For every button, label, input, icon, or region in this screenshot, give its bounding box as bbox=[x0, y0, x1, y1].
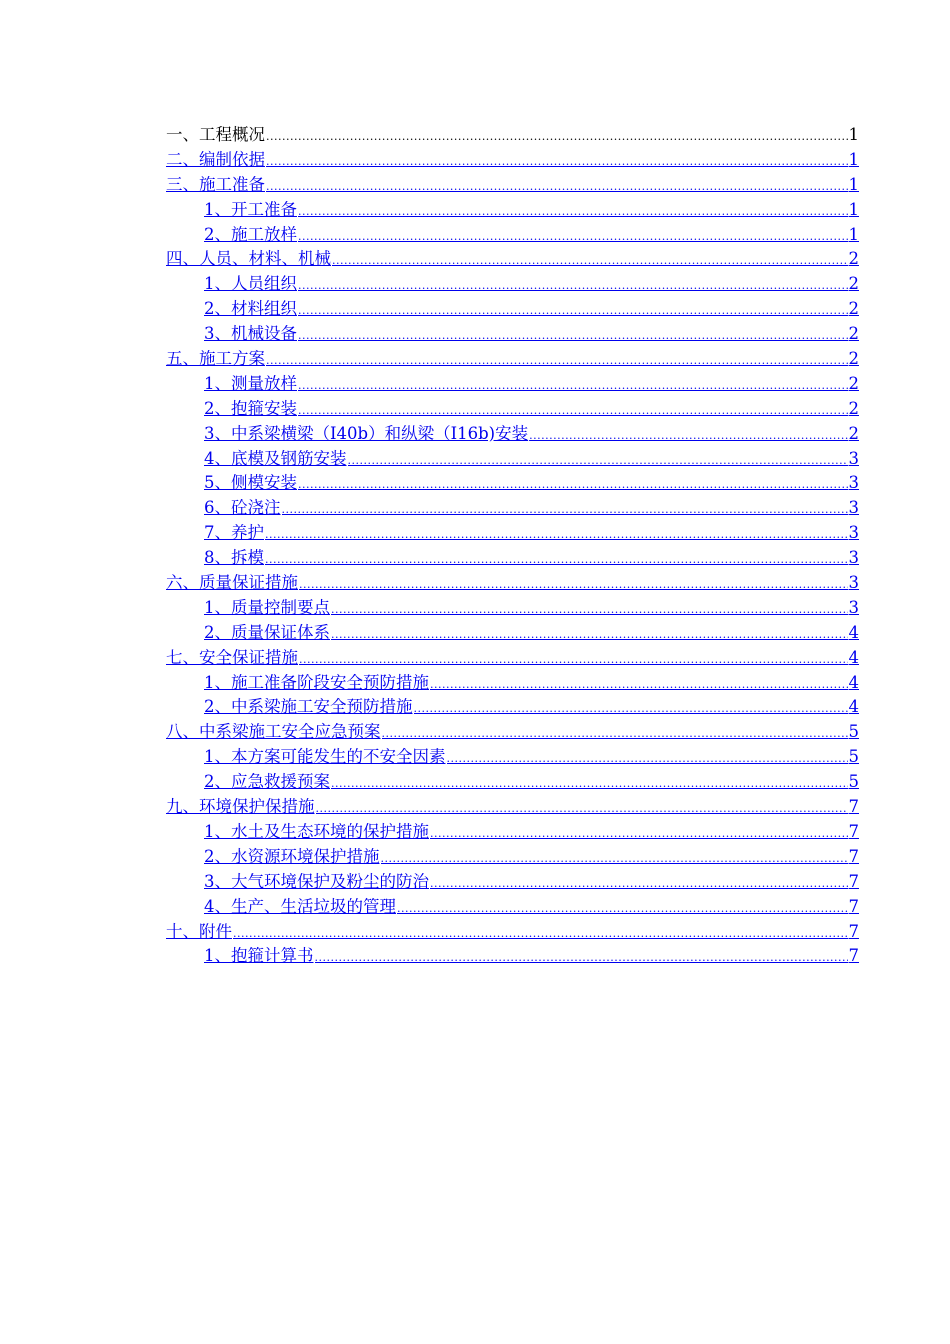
toc-entry-title: 1、质量控制要点 bbox=[204, 597, 330, 617]
toc-entry-title: 1、抱箍计算书 bbox=[204, 946, 314, 966]
toc-entry-page-number: 4 bbox=[848, 672, 859, 692]
toc-entry-title: 2、材料组织 bbox=[204, 299, 297, 319]
toc-entry[interactable] bbox=[166, 521, 859, 546]
toc-entry-title: 三、施工准备 bbox=[166, 174, 265, 194]
toc-entry-page-number: 1 bbox=[848, 149, 859, 169]
toc-entry[interactable] bbox=[166, 471, 859, 496]
toc-entry-page-number: 7 bbox=[848, 946, 859, 966]
toc-entry-title: 二、编制依据 bbox=[166, 149, 265, 169]
toc-entry-page-number: 5 bbox=[848, 747, 859, 767]
toc-dot-leader bbox=[266, 150, 848, 175]
toc-entry-title: 5、侧模安装 bbox=[204, 473, 297, 493]
toc-entry-title: 1、开工准备 bbox=[204, 199, 297, 219]
toc-entry[interactable] bbox=[166, 148, 859, 173]
toc-entry-page-number: 2 bbox=[848, 274, 859, 294]
toc-entry-page-number: 7 bbox=[848, 797, 859, 817]
toc-entry[interactable] bbox=[166, 447, 859, 472]
toc-entry-page-number: 7 bbox=[848, 821, 859, 841]
toc-entry-page-number: 7 bbox=[848, 871, 859, 891]
toc-entry-page-number: 1 bbox=[848, 125, 859, 144]
toc-entry[interactable] bbox=[166, 770, 859, 795]
toc-entry[interactable] bbox=[166, 621, 859, 646]
toc-entry-title: 四、人员、材料、机械 bbox=[166, 249, 331, 269]
toc-dot-leader bbox=[316, 797, 848, 822]
toc-entry-title: 八、中系梁施工安全应急预案 bbox=[166, 722, 381, 742]
toc-entry[interactable] bbox=[166, 646, 859, 671]
toc-dot-leader bbox=[348, 449, 848, 474]
toc-entry[interactable] bbox=[166, 198, 859, 223]
toc-entry bbox=[166, 123, 859, 148]
toc-dot-leader bbox=[266, 125, 848, 150]
toc-entry-title: 1、本方案可能发生的不安全因素 bbox=[204, 747, 446, 767]
toc-entry[interactable] bbox=[166, 173, 859, 198]
toc-dot-leader bbox=[266, 349, 848, 374]
toc-entry-title: 6、砼浇注 bbox=[204, 498, 281, 518]
toc-entry[interactable] bbox=[166, 496, 859, 521]
toc-entry-page-number: 2 bbox=[848, 423, 859, 443]
toc-entry[interactable] bbox=[166, 571, 859, 596]
toc-entry-page-number: 2 bbox=[848, 373, 859, 393]
toc-entry[interactable] bbox=[166, 870, 859, 895]
toc-entry-title: 七、安全保证措施 bbox=[166, 647, 298, 667]
toc-dot-leader bbox=[382, 722, 848, 747]
toc-dot-leader bbox=[299, 648, 848, 673]
toc-dot-leader bbox=[529, 424, 847, 449]
toc-entry[interactable] bbox=[166, 720, 859, 745]
toc-dot-leader bbox=[266, 175, 848, 200]
toc-entry-page-number: 2 bbox=[848, 299, 859, 319]
toc-entry-page-number: 5 bbox=[848, 772, 859, 792]
toc-entry[interactable] bbox=[166, 695, 859, 720]
toc-entry-page-number: 1 bbox=[848, 174, 859, 194]
toc-dot-leader bbox=[331, 623, 848, 648]
toc-entry[interactable] bbox=[166, 247, 859, 272]
toc-entry-title: 1、测量放样 bbox=[204, 373, 297, 393]
toc-entry-title: 1、水土及生态环境的保护措施 bbox=[204, 821, 429, 841]
toc-dot-leader bbox=[299, 573, 848, 598]
toc-entry[interactable] bbox=[166, 845, 859, 870]
toc-dot-leader bbox=[414, 697, 848, 722]
toc-entry-page-number: 3 bbox=[848, 597, 859, 617]
toc-dot-leader bbox=[233, 922, 848, 947]
toc-entry[interactable] bbox=[166, 372, 859, 397]
toc-entry[interactable] bbox=[166, 920, 859, 945]
toc-entry-page-number: 2 bbox=[848, 398, 859, 418]
toc-entry-title: 十、附件 bbox=[166, 921, 232, 941]
toc-dot-leader bbox=[331, 598, 848, 623]
toc-entry[interactable] bbox=[166, 322, 859, 347]
toc-entry[interactable] bbox=[166, 944, 859, 969]
toc-entry-title: 2、施工放样 bbox=[204, 224, 297, 244]
toc-entry-title: 2、质量保证体系 bbox=[204, 622, 330, 642]
toc-dot-leader bbox=[298, 374, 848, 399]
toc-dot-leader bbox=[397, 897, 848, 922]
toc-entry-title: 2、水资源环境保护措施 bbox=[204, 846, 380, 866]
toc-entry-title: 4、底模及钢筋安装 bbox=[204, 448, 347, 468]
toc-entry-page-number: 2 bbox=[848, 249, 859, 269]
toc-dot-leader bbox=[265, 548, 848, 573]
toc-dot-leader bbox=[265, 523, 848, 548]
toc-entry[interactable] bbox=[166, 347, 859, 372]
toc-entry-title: 五、施工方案 bbox=[166, 349, 265, 369]
toc-entry[interactable] bbox=[166, 272, 859, 297]
toc-entry[interactable] bbox=[166, 745, 859, 770]
toc-entry[interactable] bbox=[166, 820, 859, 845]
toc-entry-title: 8、拆模 bbox=[204, 548, 264, 568]
toc-entry[interactable] bbox=[166, 895, 859, 920]
toc-entry-page-number: 4 bbox=[848, 647, 859, 667]
toc-entry-page-number: 4 bbox=[848, 622, 859, 642]
toc-entry-title: 4、生产、生活垃圾的管理 bbox=[204, 896, 396, 916]
toc-entry-page-number: 5 bbox=[848, 722, 859, 742]
toc-dot-leader bbox=[298, 225, 848, 250]
toc-dot-leader bbox=[298, 324, 848, 349]
toc-entry-page-number: 3 bbox=[848, 573, 859, 593]
toc-entry-title: 2、抱箍安装 bbox=[204, 398, 297, 418]
toc-entry-page-number: 1 bbox=[848, 224, 859, 244]
toc-entry-title: 3、大气环境保护及粉尘的防治 bbox=[204, 871, 429, 891]
toc-entry-page-number: 7 bbox=[848, 896, 859, 916]
toc-entry-title: 3、机械设备 bbox=[204, 324, 297, 344]
toc-dot-leader bbox=[315, 946, 848, 971]
toc-dot-leader bbox=[332, 249, 848, 274]
toc-entry-title: 1、人员组织 bbox=[204, 274, 297, 294]
toc-entry-title: 六、质量保证措施 bbox=[166, 573, 298, 593]
toc-dot-leader bbox=[331, 772, 848, 797]
toc-entry-page-number: 3 bbox=[848, 473, 859, 493]
toc-dot-leader bbox=[298, 299, 848, 324]
toc-dot-leader bbox=[298, 399, 848, 424]
toc-entry-page-number: 2 bbox=[848, 349, 859, 369]
toc-entry[interactable] bbox=[166, 795, 859, 820]
toc-entry-title: 3、中系梁横梁（I40b）和纵梁（I16b)安装 bbox=[204, 423, 529, 443]
toc-entry-page-number: 3 bbox=[848, 498, 859, 518]
toc-entry[interactable] bbox=[166, 546, 859, 571]
toc-dot-leader bbox=[447, 747, 848, 772]
toc-entry[interactable] bbox=[166, 397, 859, 422]
toc-entry-page-number: 2 bbox=[848, 324, 859, 344]
toc-entry-title: 7、养护 bbox=[204, 523, 264, 543]
table-of-contents bbox=[166, 123, 859, 969]
toc-entry[interactable] bbox=[166, 297, 859, 322]
toc-dot-leader bbox=[430, 822, 848, 847]
toc-entry-title: 一、工程概况 bbox=[166, 125, 265, 144]
toc-entry[interactable] bbox=[166, 223, 859, 248]
toc-entry-page-number: 1 bbox=[848, 199, 859, 219]
toc-entry-page-number: 4 bbox=[848, 697, 859, 717]
toc-dot-leader bbox=[430, 872, 848, 897]
toc-entry-page-number: 7 bbox=[848, 846, 859, 866]
toc-entry[interactable] bbox=[166, 422, 859, 447]
toc-entry-page-number: 3 bbox=[848, 548, 859, 568]
toc-entry-page-number: 3 bbox=[848, 523, 859, 543]
toc-entry-title: 2、中系梁施工安全预防措施 bbox=[204, 697, 413, 717]
toc-dot-leader bbox=[298, 200, 848, 225]
toc-entry-title: 九、环境保护保措施 bbox=[166, 797, 315, 817]
toc-entry-page-number: 7 bbox=[848, 921, 859, 941]
toc-entry[interactable] bbox=[166, 596, 859, 621]
toc-dot-leader bbox=[298, 473, 848, 498]
toc-entry-title: 2、应急救援预案 bbox=[204, 772, 330, 792]
toc-entry[interactable] bbox=[166, 671, 859, 696]
toc-entry-title: 1、施工准备阶段安全预防措施 bbox=[204, 672, 429, 692]
toc-dot-leader bbox=[282, 498, 848, 523]
toc-entry-page-number: 3 bbox=[848, 448, 859, 468]
toc-dot-leader bbox=[381, 847, 848, 872]
toc-dot-leader bbox=[298, 274, 848, 299]
toc-dot-leader bbox=[430, 673, 848, 698]
